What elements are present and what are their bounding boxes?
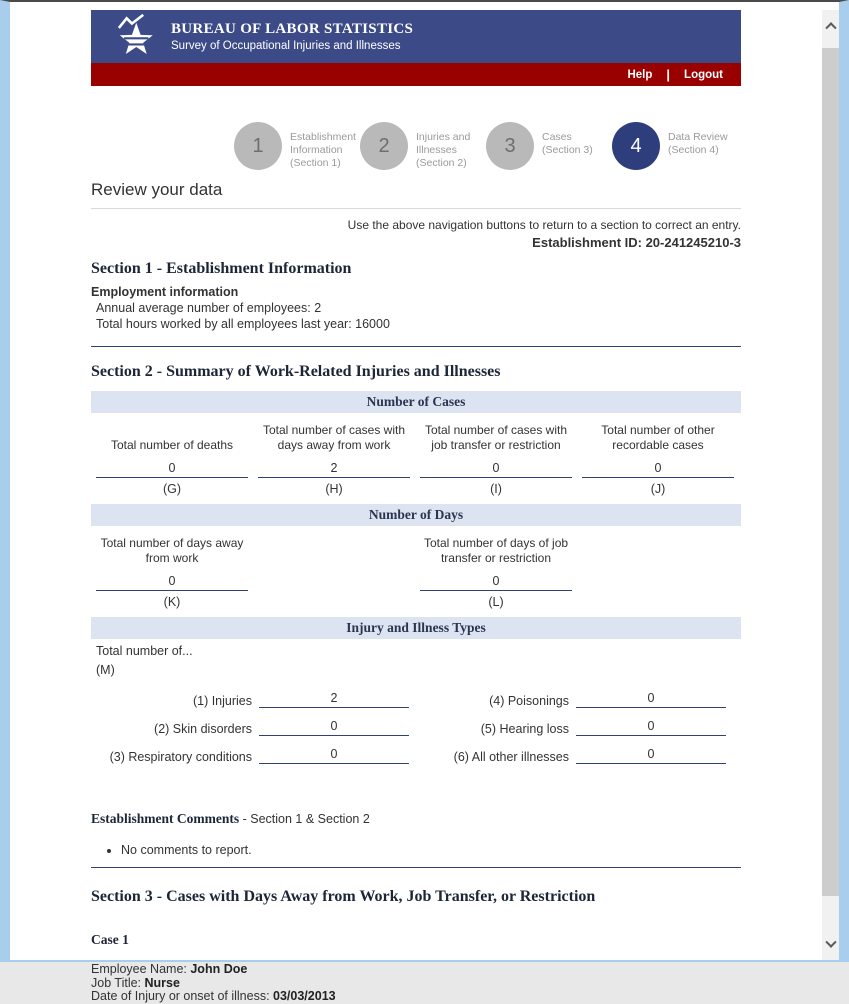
cases-cell-g-label: Total number of deaths bbox=[110, 438, 234, 453]
types-hearing-label: (5) Hearing loss bbox=[480, 722, 569, 737]
employment-info-heading: Employment information bbox=[91, 285, 239, 300]
step-3-circle: 3 bbox=[486, 122, 534, 170]
page-body bbox=[10, 10, 839, 1004]
step-4-label bbox=[668, 131, 738, 157]
cases-cell-j-letter: (J) bbox=[650, 482, 666, 497]
cases-cell-h-letter: (H) bbox=[325, 482, 343, 497]
divider-line bbox=[91, 867, 741, 868]
employee-name-row bbox=[91, 963, 741, 977]
types-skin-value: 0 bbox=[259, 719, 409, 736]
types-row-skin-disorders bbox=[91, 717, 416, 736]
divider-line bbox=[91, 346, 741, 347]
cases-cell-h-label: Total number of cases with days away from work bbox=[262, 423, 406, 453]
cases-cell-i-label: Total number of cases with job transfer or restriction bbox=[424, 423, 568, 453]
logout-link[interactable]: Logout bbox=[684, 68, 723, 81]
chevron-up-icon bbox=[825, 22, 836, 33]
comments-title-suffix: - Section 1 & Section 2 bbox=[239, 812, 370, 827]
case-1-fields bbox=[91, 963, 741, 1004]
page-title: Review your data bbox=[91, 180, 741, 209]
cases-cell-h bbox=[253, 419, 415, 496]
days-cell-empty-2 bbox=[577, 532, 739, 609]
types-row-poisonings bbox=[416, 689, 741, 708]
cases-cell-j-label: Total number of other recordable cases bbox=[601, 423, 715, 453]
step-1-sub: (Section 1) bbox=[290, 157, 341, 170]
step-2-label bbox=[416, 131, 486, 170]
number-of-days-grid bbox=[91, 526, 741, 613]
cases-cell-g-letter: (G) bbox=[162, 482, 182, 497]
types-respiratory-value: 0 bbox=[259, 747, 409, 764]
injury-illness-types-header: Injury and Illness Types bbox=[91, 617, 741, 639]
step-2-title: Injuries and Illnesses bbox=[416, 131, 471, 157]
types-left-column bbox=[91, 689, 416, 773]
types-injuries-value: 2 bbox=[259, 691, 409, 708]
navigation-hint: Use the above navigation buttons to return to a section to correct an entry. bbox=[347, 218, 741, 233]
types-row-respiratory bbox=[91, 745, 416, 764]
employee-name-value: John Doe bbox=[190, 962, 248, 977]
number-of-cases-grid bbox=[91, 413, 741, 500]
utility-bar bbox=[91, 63, 741, 86]
types-poisonings-label: (4) Poisonings bbox=[489, 694, 569, 709]
types-intro-letter: (M) bbox=[96, 663, 115, 678]
types-row-injuries bbox=[91, 689, 416, 708]
types-other-label: (6) All other illnesses bbox=[453, 750, 569, 765]
types-injuries-label: (1) Injuries bbox=[192, 694, 252, 709]
days-cell-k-letter: (K) bbox=[163, 595, 181, 610]
job-title-value: Nurse bbox=[144, 975, 180, 990]
types-row-other-illnesses bbox=[416, 745, 741, 764]
bls-logo-icon bbox=[117, 14, 159, 59]
injury-date-label: Date of Injury or onset of illness: bbox=[91, 989, 274, 1004]
number-of-cases-header: Number of Cases bbox=[91, 391, 741, 413]
step-1-title: Establishment Information bbox=[290, 131, 356, 157]
types-hearing-value: 0 bbox=[576, 719, 726, 736]
step-establishment-information[interactable] bbox=[234, 122, 360, 170]
section3-title: Section 3 - Cases with Days Away from Work, Job Transfer, or Restriction bbox=[91, 888, 596, 906]
step-1-label bbox=[290, 131, 360, 170]
step-3-label bbox=[542, 131, 612, 157]
content-column bbox=[91, 10, 741, 1004]
cases-cell-g-value: 0 bbox=[96, 461, 248, 478]
employment-line-2: Total hours worked by all employees last year: 16000 bbox=[96, 317, 390, 332]
case-1-heading: Case 1 bbox=[91, 932, 129, 948]
step-injuries-illnesses[interactable] bbox=[360, 122, 486, 170]
types-right-column bbox=[416, 689, 741, 773]
days-cell-empty-1 bbox=[253, 532, 415, 609]
help-link[interactable]: Help bbox=[627, 68, 653, 81]
cases-cell-h-value: 2 bbox=[258, 461, 410, 478]
cases-cell-i-value: 0 bbox=[420, 461, 572, 478]
cases-cell-j bbox=[577, 419, 739, 496]
types-other-value: 0 bbox=[576, 747, 726, 764]
days-cell-l-letter: (L) bbox=[488, 595, 504, 610]
step-4-sub: (Section 4) bbox=[668, 144, 719, 157]
step-3-sub: (Section 3) bbox=[542, 144, 593, 157]
days-cell-k bbox=[91, 532, 253, 609]
job-title-label: Job Title: bbox=[91, 975, 145, 990]
types-respiratory-label: (3) Respiratory conditions bbox=[109, 750, 252, 765]
chevron-down-icon bbox=[825, 937, 836, 948]
days-cell-l-value: 0 bbox=[420, 574, 572, 591]
vertical-scrollbar[interactable] bbox=[822, 10, 839, 960]
days-cell-l-label: Total number of days of job transfer or restriction bbox=[423, 536, 569, 566]
step-2-sub: (Section 2) bbox=[416, 157, 467, 170]
job-title-row bbox=[91, 977, 741, 991]
scrollbar-thumb[interactable] bbox=[822, 48, 839, 896]
link-divider: | bbox=[666, 67, 671, 82]
scroll-down-button[interactable] bbox=[822, 930, 839, 960]
employment-line-1: Annual average number of employees: 2 bbox=[96, 301, 322, 316]
step-4-circle: 4 bbox=[612, 122, 660, 170]
step-1-circle: 1 bbox=[234, 122, 282, 170]
step-3-title: Cases bbox=[542, 131, 572, 143]
days-cell-k-label: Total number of days away from work bbox=[100, 536, 244, 566]
scroll-up-button[interactable] bbox=[822, 10, 839, 40]
injury-date-value: 03/03/2013 bbox=[273, 989, 336, 1004]
types-intro: Total number of... bbox=[96, 644, 193, 659]
types-row-hearing-loss bbox=[416, 717, 741, 736]
org-name: BUREAU OF LABOR STATISTICS bbox=[171, 21, 414, 37]
bls-header-banner bbox=[91, 10, 741, 63]
app-name: Survey of Occupational Injuries and Illnesses bbox=[171, 40, 401, 52]
days-cell-l bbox=[415, 532, 577, 609]
injury-date-row bbox=[91, 990, 741, 1004]
step-cases[interactable] bbox=[486, 122, 612, 170]
comment-item: • No comments to report. bbox=[121, 843, 741, 857]
cases-cell-i bbox=[415, 419, 577, 496]
establishment-id: Establishment ID: 20-241245210-3 bbox=[532, 235, 741, 251]
cases-cell-g bbox=[91, 419, 253, 496]
step-data-review[interactable] bbox=[612, 122, 738, 170]
number-of-days-header: Number of Days bbox=[91, 504, 741, 526]
types-poisonings-value: 0 bbox=[576, 691, 726, 708]
days-cell-k-value: 0 bbox=[96, 574, 248, 591]
section2-title: Section 2 - Summary of Work-Related Injuries and Illnesses bbox=[91, 363, 501, 381]
comments-title-bold: Establishment Comments bbox=[91, 811, 240, 827]
banner-text bbox=[171, 21, 413, 52]
cases-cell-i-letter: (I) bbox=[490, 482, 502, 497]
step-4-title: Data Review bbox=[668, 131, 728, 143]
types-skin-label: (2) Skin disorders bbox=[154, 722, 252, 737]
employee-name-label: Employee Name: bbox=[91, 962, 191, 977]
types-grid bbox=[91, 689, 741, 773]
step-2-circle: 2 bbox=[360, 122, 408, 170]
comments-list bbox=[121, 843, 741, 857]
establishment-comments-heading bbox=[91, 811, 741, 827]
step-navigation bbox=[234, 122, 741, 170]
section1-title: Section 1 - Establishment Information bbox=[91, 260, 352, 278]
cases-cell-j-value: 0 bbox=[582, 461, 734, 478]
